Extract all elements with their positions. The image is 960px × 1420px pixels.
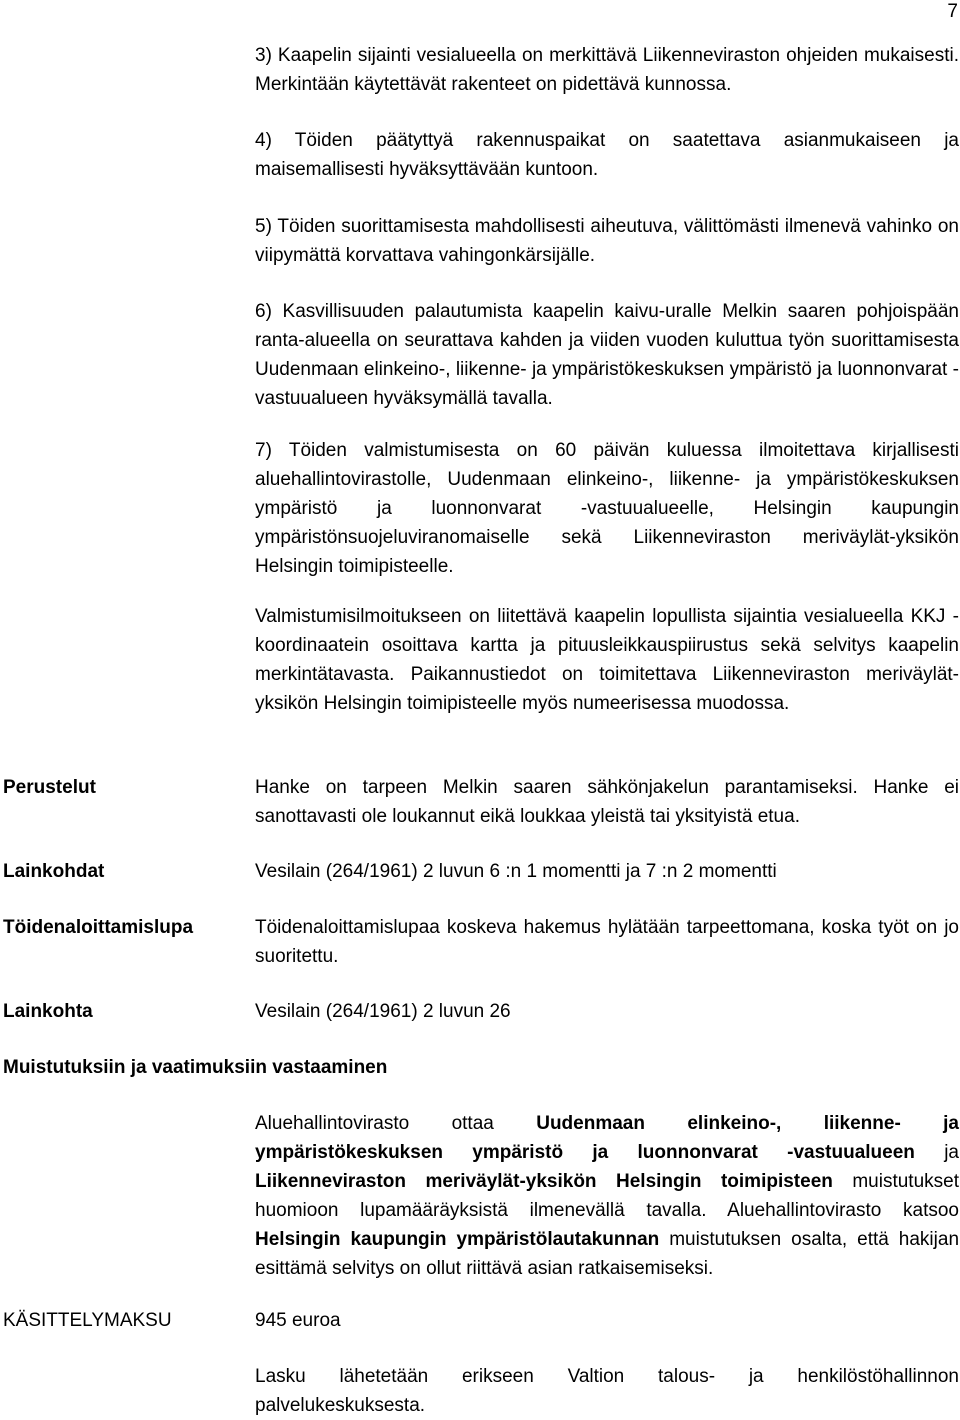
muistutukset-text-3: muistutukset huomioon lupamääräyksistä ilmenevällä tavalla. Aluehallintovirasto katsoo (255, 1171, 959, 1221)
lainkohdat-label: Lainkohdat (3, 861, 105, 882)
muistutukset-text-2: ja (914, 1142, 959, 1163)
toidenaloittamislupa-label: Töidenaloittamislupa (3, 917, 194, 938)
muistutukset-heading: Muistutuksiin ja vaatimuksiin vastaaminen (3, 1057, 388, 1078)
page-number: 7 (947, 1, 958, 22)
condition-3: 3) Kaapelin sijainti vesialueella on merkittävä Liikenneviraston ohjeiden mukaisesti. Merkintään käytettävät rakenteet on pidettävä kunnossa. (255, 45, 959, 95)
muistutukset-text-4: muistutuksen osalta, että hakijan esittämä selvitys on ollut riittävä asian ratkaisemiseksi. (255, 1229, 960, 1279)
kasittelymaksu-label: KÄSITTELYMAKSU (3, 1310, 172, 1331)
muistutukset-bold-ely: Uudenmaan elinkeino-, liikenne- ja ympäristökeskuksen ympäristö ja luonnonvarat -vastuualueen (255, 1113, 960, 1163)
perustelut-text: Hanke on tarpeen Melkin saaren sähkönjakelun parantamiseksi. Hanke ei sanottavasti ole loukannut eikä loukkaa yleistä tai yksityistä etua. (255, 777, 959, 827)
muistutukset-text-1: Aluehallintovirasto ottaa (255, 1113, 537, 1134)
condition-4: 4) Töiden päätyttyä rakennuspaikat on saatettava asianmukaiseen ja maisemallisesti hyväksyttävään kuntoon. (255, 130, 959, 180)
kasittelymaksu-note: Lasku lähetetään erikseen Valtion talous- ja henkilöstöhallinnon palvelukeskuksesta. (255, 1366, 959, 1416)
perustelut-label: Perustelut (3, 777, 96, 798)
lainkohdat-text: Vesilain (264/1961) 2 luvun 6 :n 1 momentti ja 7 :n 2 momentti (255, 861, 777, 882)
muistutukset-paragraph (255, 1109, 959, 1283)
condition-5: 5) Töiden suorittamisesta mahdollisesti aiheutuva, välittömästi ilmenevä vahinko on viipymättä korvattava vahingonkärsijälle. (255, 216, 959, 266)
completion-notice-paragraph: Valmistumisilmoitukseen on liitettävä kaapelin lopullista sijaintia vesialueella KKJ -koordinaatein osoittava kartta ja pituusleikkauspiirustus sekä selvitys kaapelin merkintätavasta. Paikannustiedot on toimitettava Liikenneviraston meriväylät-yksikön Helsingin toimipisteelle myös numeerisessa muodossa. (255, 606, 959, 714)
lainkohta-text: Vesilain (264/1961) 2 luvun 26 (255, 1001, 511, 1022)
kasittelymaksu-amount: 945 euroa (255, 1310, 341, 1331)
muistutukset-bold-liikennevirasto: Liikenneviraston meriväylät-yksikön Helsingin toimipisteen (255, 1171, 833, 1192)
toidenaloittamislupa-text: Töidenaloittamislupaa koskeva hakemus hylätään tarpeettomana, koska työt on jo suoritettu. (255, 917, 959, 967)
condition-7: 7) Töiden valmistumisesta on 60 päivän kuluessa ilmoitettava kirjallisesti aluehallintovirastolle, Uudenmaan elinkeino-, liikenne- ja ympäristökeskuksen ympäristö ja luonnonvarat -vastuualueelle, Helsingin kaupungin ympäristönsuojeluviranomaiselle sekä Liikenneviraston meriväylät-yksikön Helsingin toimipisteelle. (255, 440, 959, 577)
muistutukset-bold-ymparistolautakunta: Helsingin kaupungin ympäristölautakunnan (255, 1229, 660, 1250)
lainkohta-label: Lainkohta (3, 1001, 93, 1022)
condition-6: 6) Kasvillisuuden palautumista kaapelin kaivu-uralle Melkin saaren pohjoispään ranta-alueella on seurattava kahden ja viiden vuoden kuluttua työn suorittamisesta Uudenmaan elinkeino-, liikenne- ja ympäristökeskuksen ympäristö ja luonnonvarat -vastuualueen hyväksymällä tavalla. (255, 301, 959, 409)
